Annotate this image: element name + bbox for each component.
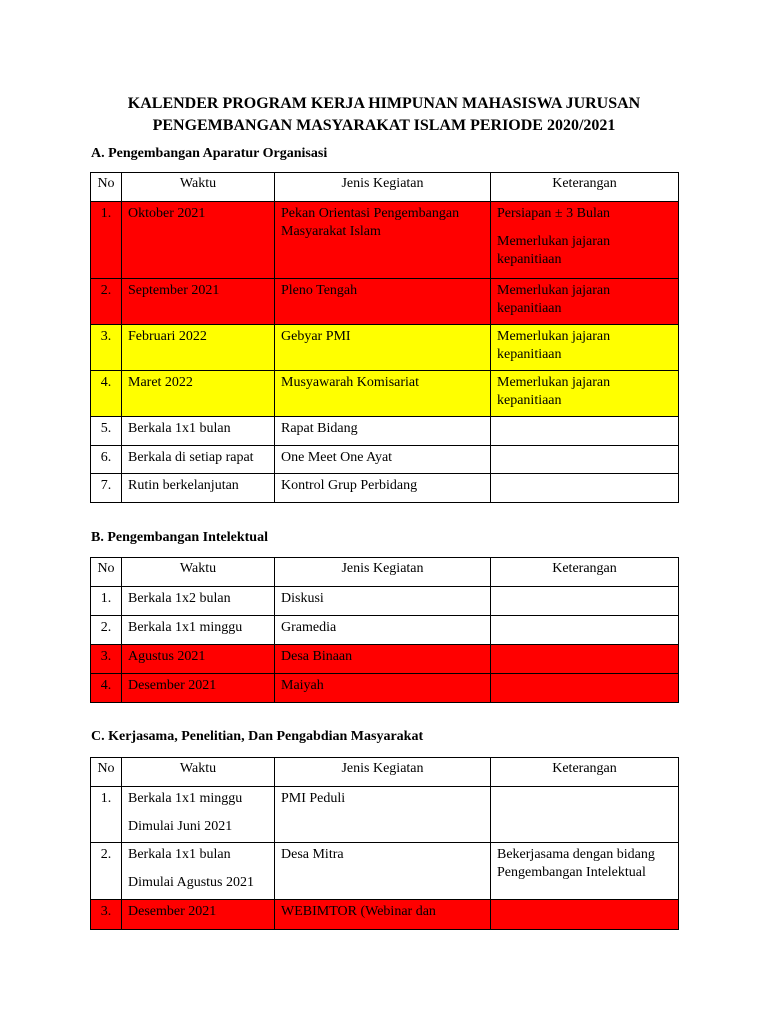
row-no: 2. xyxy=(91,279,122,325)
row-waktu: Oktober 2021 xyxy=(122,202,275,279)
row-waktu: Berkala 1x1 bulan xyxy=(122,417,275,446)
table-row xyxy=(91,325,679,371)
waktu-line: Dimulai Juni 2021 xyxy=(128,819,233,834)
table-row xyxy=(91,446,679,474)
row-keterangan xyxy=(491,787,679,843)
row-keterangan xyxy=(491,474,679,503)
keterangan-line: Memerlukan jajaran kepanitiaan xyxy=(497,234,611,267)
row-keterangan: Memerlukan jajaran kepanitiaan xyxy=(491,279,679,325)
row-waktu: Rutin berkelanjutan xyxy=(122,474,275,503)
row-jenis: Desa Mitra xyxy=(275,843,491,900)
header-waktu: Waktu xyxy=(122,173,275,202)
table-row xyxy=(91,279,679,325)
row-waktu: Desember 2021 xyxy=(122,900,275,930)
section-a-table xyxy=(90,172,679,503)
header-no: No xyxy=(91,758,122,787)
row-no: 4. xyxy=(91,674,122,703)
table-row xyxy=(91,645,679,674)
row-keterangan xyxy=(491,616,679,645)
row-jenis: Diskusi xyxy=(275,587,491,616)
table-header-row xyxy=(91,558,679,587)
row-keterangan xyxy=(491,900,679,930)
header-jenis: Jenis Kegiatan xyxy=(275,558,491,587)
keterangan-line: Persiapan ± 3 Bulan xyxy=(497,206,611,221)
row-jenis: Rapat Bidang xyxy=(275,417,491,446)
header-no: No xyxy=(91,173,122,202)
row-keterangan xyxy=(491,674,679,703)
row-no: 2. xyxy=(91,616,122,645)
row-no: 1. xyxy=(91,787,122,843)
row-keterangan xyxy=(491,587,679,616)
row-jenis: Pleno Tengah xyxy=(275,279,491,325)
row-jenis: One Meet One Ayat xyxy=(275,446,491,474)
header-waktu: Waktu xyxy=(122,758,275,787)
table-header-row xyxy=(91,173,679,202)
row-waktu: Berkala 1x1 minggu xyxy=(122,616,275,645)
row-keterangan: Memerlukan jajaran kepanitiaan xyxy=(491,371,679,417)
header-no: No xyxy=(91,558,122,587)
row-waktu: Berkala 1x2 bulan xyxy=(122,587,275,616)
row-jenis: Desa Binaan xyxy=(275,645,491,674)
table-row xyxy=(91,371,679,417)
row-waktu: Agustus 2021 xyxy=(122,645,275,674)
header-keterangan: Keterangan xyxy=(491,558,679,587)
row-jenis: Pekan Orientasi Pengembangan Masyarakat Islam xyxy=(275,202,491,279)
row-keterangan: Memerlukan jajaran kepanitiaan xyxy=(491,325,679,371)
row-no: 2. xyxy=(91,843,122,900)
section-b-heading: B. Pengembangan Intelektual xyxy=(91,530,268,545)
waktu-line: Dimulai Agustus 2021 xyxy=(128,875,255,890)
row-no: 1. xyxy=(91,202,122,279)
row-jenis: WEBIMTOR (Webinar dan xyxy=(275,900,491,930)
row-keterangan xyxy=(491,446,679,474)
section-c-table xyxy=(90,757,679,930)
title-line-1: KALENDER PROGRAM KERJA HIMPUNAN MAHASISWA JURUSAN xyxy=(127,95,641,112)
row-jenis: Musyawarah Komisariat xyxy=(275,371,491,417)
row-waktu: Februari 2022 xyxy=(122,325,275,371)
row-waktu xyxy=(122,843,275,900)
row-keterangan xyxy=(491,645,679,674)
header-jenis: Jenis Kegiatan xyxy=(275,758,491,787)
row-jenis: Gebyar PMI xyxy=(275,325,491,371)
table-row xyxy=(91,202,679,279)
row-keterangan xyxy=(491,202,679,279)
header-jenis: Jenis Kegiatan xyxy=(275,173,491,202)
table-row xyxy=(91,674,679,703)
header-keterangan: Keterangan xyxy=(491,758,679,787)
row-no: 3. xyxy=(91,900,122,930)
row-no: 1. xyxy=(91,587,122,616)
table-row xyxy=(91,787,679,843)
row-waktu: Berkala di setiap rapat xyxy=(122,446,275,474)
title-line-2: PENGEMBANGAN MASYARAKAT ISLAM PERIODE 2020/2021 xyxy=(152,117,616,134)
row-jenis: Maiyah xyxy=(275,674,491,703)
row-waktu xyxy=(122,787,275,843)
row-waktu: Desember 2021 xyxy=(122,674,275,703)
table-row xyxy=(91,587,679,616)
row-waktu: Maret 2022 xyxy=(122,371,275,417)
row-waktu: September 2021 xyxy=(122,279,275,325)
table-row xyxy=(91,417,679,446)
header-keterangan: Keterangan xyxy=(491,173,679,202)
table-header-row xyxy=(91,758,679,787)
section-c-heading: C. Kerjasama, Penelitian, Dan Pengabdian Masyarakat xyxy=(91,729,424,744)
waktu-line: Berkala 1x1 minggu xyxy=(128,791,243,806)
table-row xyxy=(91,900,679,930)
row-jenis: Gramedia xyxy=(275,616,491,645)
row-no: 4. xyxy=(91,371,122,417)
waktu-line: Berkala 1x1 bulan xyxy=(128,847,231,862)
document-title xyxy=(90,93,678,137)
table-row xyxy=(91,616,679,645)
row-no: 3. xyxy=(91,325,122,371)
row-jenis: Kontrol Grup Perbidang xyxy=(275,474,491,503)
section-a-heading: A. Pengembangan Aparatur Organisasi xyxy=(91,146,328,161)
row-no: 3. xyxy=(91,645,122,674)
row-no: 6. xyxy=(91,446,122,474)
row-keterangan: Bekerjasama dengan bidang Pengembangan Intelektual xyxy=(491,843,679,900)
table-row xyxy=(91,843,679,900)
header-waktu: Waktu xyxy=(122,558,275,587)
row-no: 5. xyxy=(91,417,122,446)
row-no: 7. xyxy=(91,474,122,503)
row-jenis: PMI Peduli xyxy=(275,787,491,843)
row-keterangan xyxy=(491,417,679,446)
table-row xyxy=(91,474,679,503)
section-b-table xyxy=(90,557,679,703)
